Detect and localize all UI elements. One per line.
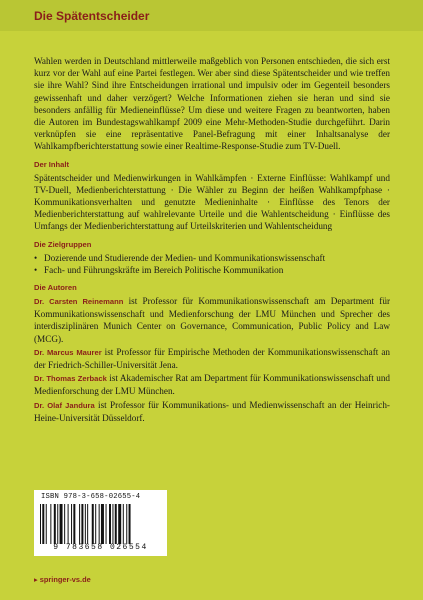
author-name: Dr. Olaf Jandura: [34, 400, 95, 410]
barcode-digits: 9 783658 026554: [53, 543, 148, 552]
isbn-text: ISBN 978-3-658-02655-4: [41, 493, 141, 501]
author-entry: [34, 372, 390, 397]
author-entry: [34, 346, 390, 371]
author-name: Dr. Thomas Zerback: [34, 374, 107, 384]
isbn-barcode: [34, 490, 167, 556]
intro-paragraph: Wahlen werden in Deutschland mittlerweile maßgeblich von Personen entschieden, die sich erst kurz vor der Wahl auf eine Partei festlegen. Wer aber sind diese Spätentscheider und wie treffen sie ihre Wahl? Sind ihre Entscheidungen irrational und impulsiv oder im Gegenteil besonders gewissenhaft und daher verzögert? Welche Informationen ziehen sie heran und sind sie besonders anfällig für Medieneinflüsse? Um diese und weitere Fragen zu beantworten, haben die Autoren im Bundestagswahlkampf 2009 eine Mehr-Methoden-Studie durchgeführt. Darin verknüpfen sie eine repräsentative Panel-Befragung mit einer Inhaltsanalyse der Wahlkampfberichterstattung sowie einer Realtime-Response-Studie zum TV-Duell.: [34, 56, 390, 152]
author-bio: ist Professor für Empirische Methoden der Kommunikationswissenschaft an der Friedrich-Schiller-Universität Jena.: [34, 346, 391, 371]
bullet-icon: •: [34, 252, 38, 263]
back-cover-text: [34, 55, 390, 425]
zielgruppe-text: Dozierende und Studierende der Medien- und Kommunikationswissenschaft: [44, 252, 326, 263]
author-bio: ist Professor für Kommunikationswissenschaft am Department für Kommunikationswissenschaft und Medienforschung der LMU München und Sprecher des interdisziplinären Munich Center on Governance, Communication, Public Policy and Law (MCG).: [34, 296, 390, 344]
author-entry: [34, 295, 390, 345]
author-bio: ist Professor für Kommunikations- und Medienwissenschaft an der Heinrich-Heine-Universität Düsseldorf.: [34, 399, 390, 423]
section-heading-zielgruppen: Die Zielgruppen: [34, 239, 92, 249]
arrow-icon: ▸: [34, 575, 38, 584]
barcode-bars: [40, 504, 161, 544]
list-item: [34, 252, 390, 264]
section-heading-inhalt: Der Inhalt: [34, 159, 70, 169]
publisher-url[interactable]: [34, 575, 91, 584]
section-heading-autoren: Die Autoren: [34, 283, 77, 293]
author-entry: [34, 399, 390, 424]
author-name: Dr. Marcus Maurer: [34, 347, 102, 357]
inhalt-text: Spätentscheider und Medienwirkungen in Wahlkämpfen · Externe Einflüsse: Wahlkampf und TV-Duell, Medienberichterstattung · Die Wähler zu Beginn der heißen Wahlkampfphase · Kommunikationsverhalten und genutzte Medieninhalte · Einflüsse des Tenors der Medienberichterstattung auf wahlrelevante Urteile und die Wahlentscheidung · Einflüsse des Umfangs der Medienberichterstattung auf Urteilskriterien und Wahlentscheidung: [34, 172, 390, 232]
author-name: Dr. Carsten Reinemann: [34, 297, 124, 307]
bullet-icon: •: [34, 264, 38, 275]
list-item: [34, 264, 390, 276]
publisher-url-text: springer-vs.de: [39, 575, 91, 584]
book-title: Die Spätentscheider: [34, 9, 150, 23]
author-bio: ist Akademischer Rat am Department für Kommunikationswissenschaft und Medienforschung der LMU München.: [34, 373, 391, 397]
zielgruppe-text: Fach- und Führungskräfte im Bereich Politische Kommunikation: [44, 264, 284, 275]
zielgruppen-list: [34, 252, 390, 276]
